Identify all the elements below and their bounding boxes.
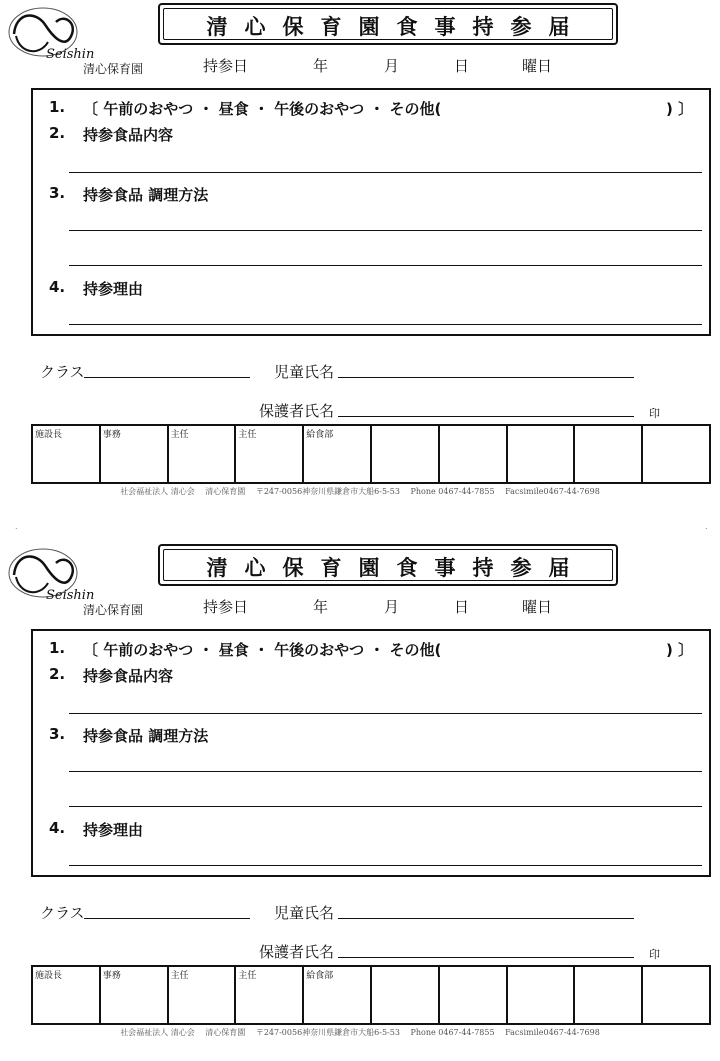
footer-contact [0,486,720,497]
class-field[interactable] [84,377,250,378]
footer-phone: Phone 0467-44-7855 [410,1028,495,1037]
footer-contact [0,1027,720,1038]
date-label: 持参日 [203,57,249,75]
seal-mark: 印 [649,407,660,420]
cooking-method-line-2[interactable] [69,806,702,807]
item-3-cooking-method: 持参食品 調理方法 [83,186,209,204]
food-contents-line[interactable] [69,713,702,714]
stamp-cell-blank[interactable] [371,425,439,483]
stamp-cell-blank[interactable] [574,425,642,483]
footer-fax: Facsimile0467-44-7698 [505,1028,600,1037]
footer-address: 〒247-0056神奈川県鎌倉市大船6-5-53 [255,1028,400,1037]
item-4-number: 4. [49,278,66,296]
stamp-cell-office[interactable]: 事務 [100,966,168,1024]
stamp-cell-kitchen[interactable]: 給食部 [303,966,371,1024]
item-4-reason: 持参理由 [83,821,144,839]
approval-stamp-table [31,965,711,1025]
approval-stamp-table [31,424,711,484]
item-1-number: 1. [49,98,66,116]
stamp-cell-director[interactable]: 施設長 [32,425,100,483]
stamp-cell-director[interactable]: 施設長 [32,966,100,1024]
date-year: 年 [313,598,329,616]
footer-address: 〒247-0056神奈川県鎌倉市大船6-5-53 [255,487,400,496]
class-label: クラス [40,904,85,922]
stamp-cell-chief-1[interactable]: 主任 [168,966,236,1024]
reason-line[interactable] [69,865,702,866]
child-name-label: 児童氏名 [274,363,335,381]
form-title: 清心保育園食事持参届 [206,556,587,580]
item-2-number: 2. [49,124,66,142]
stamp-cell-blank[interactable] [642,966,710,1024]
stamp-cell-blank[interactable] [439,966,507,1024]
cut-mark-left: . [15,522,18,531]
stamp-cell-kitchen[interactable]: 給食部 [303,425,371,483]
date-weekday: 曜日 [522,57,553,75]
seishin-logo [6,545,95,605]
date-month: 月 [384,57,400,75]
guardian-name-label: 保護者氏名 [259,943,335,961]
title-box [158,544,618,586]
stamp-cell-chief-2[interactable]: 主任 [235,966,303,1024]
content-box [31,88,711,336]
stamp-cell-blank[interactable] [507,425,575,483]
stamp-cell-blank[interactable] [371,966,439,1024]
cooking-method-line-2[interactable] [69,265,702,266]
item-1-bracket-end: ) 〕 [666,641,694,659]
item-2-number: 2. [49,665,66,683]
item-1-meal-types: 〔 午前のおやつ ・ 昼食 ・ 午後のおやつ ・ その他( [83,641,442,659]
class-field[interactable] [84,918,250,919]
footer-school: 清心保育園 [205,1028,246,1037]
svg-text:Seishin: Seishin [46,47,95,62]
cooking-method-line-1[interactable] [69,771,702,772]
item-2-food-contents: 持参食品内容 [83,667,174,685]
date-month: 月 [384,598,400,616]
date-label: 持参日 [203,598,249,616]
date-day: 日 [454,598,470,616]
school-name-small: 清心保育園 [83,62,144,76]
class-label: クラス [40,363,85,381]
guardian-name-field[interactable] [338,416,634,417]
content-box [31,629,711,877]
cut-mark-right: . [705,522,708,531]
footer-phone: Phone 0467-44-7855 [410,487,495,496]
stamp-cell-office[interactable]: 事務 [100,425,168,483]
stamp-cell-chief-1[interactable]: 主任 [168,425,236,483]
date-year: 年 [313,57,329,75]
footer-org: 社会福祉法人 清心会 [120,487,195,496]
seal-mark: 印 [649,948,660,961]
child-name-label: 児童氏名 [274,904,335,922]
meal-form-lower [0,541,720,1061]
item-3-number: 3. [49,725,66,743]
item-3-cooking-method: 持参食品 調理方法 [83,727,209,745]
school-name-small: 清心保育園 [83,603,144,617]
stamp-cell-chief-2[interactable]: 主任 [235,425,303,483]
stamp-cell-blank[interactable] [439,425,507,483]
footer-fax: Facsimile0467-44-7698 [505,487,600,496]
date-weekday: 曜日 [522,598,553,616]
stamp-cell-blank[interactable] [574,966,642,1024]
guardian-name-label: 保護者氏名 [259,402,335,420]
cooking-method-line-1[interactable] [69,230,702,231]
item-1-bracket-end: ) 〕 [666,100,694,118]
title-box [158,3,618,45]
item-4-number: 4. [49,819,66,837]
footer-org: 社会福祉法人 清心会 [120,1028,195,1037]
guardian-name-field[interactable] [338,957,634,958]
item-1-number: 1. [49,639,66,657]
reason-line[interactable] [69,324,702,325]
item-4-reason: 持参理由 [83,280,144,298]
footer-school: 清心保育園 [205,487,246,496]
meal-form-upper [0,0,720,520]
child-name-field[interactable] [338,377,634,378]
stamp-cell-blank[interactable] [642,425,710,483]
item-2-food-contents: 持参食品内容 [83,126,174,144]
food-contents-line[interactable] [69,172,702,173]
stamp-cell-blank[interactable] [507,966,575,1024]
svg-text:Seishin: Seishin [46,588,95,603]
item-3-number: 3. [49,184,66,202]
child-name-field[interactable] [338,918,634,919]
date-day: 日 [454,57,470,75]
seishin-logo [6,4,95,64]
item-1-meal-types: 〔 午前のおやつ ・ 昼食 ・ 午後のおやつ ・ その他( [83,100,442,118]
form-title: 清心保育園食事持参届 [206,15,587,39]
